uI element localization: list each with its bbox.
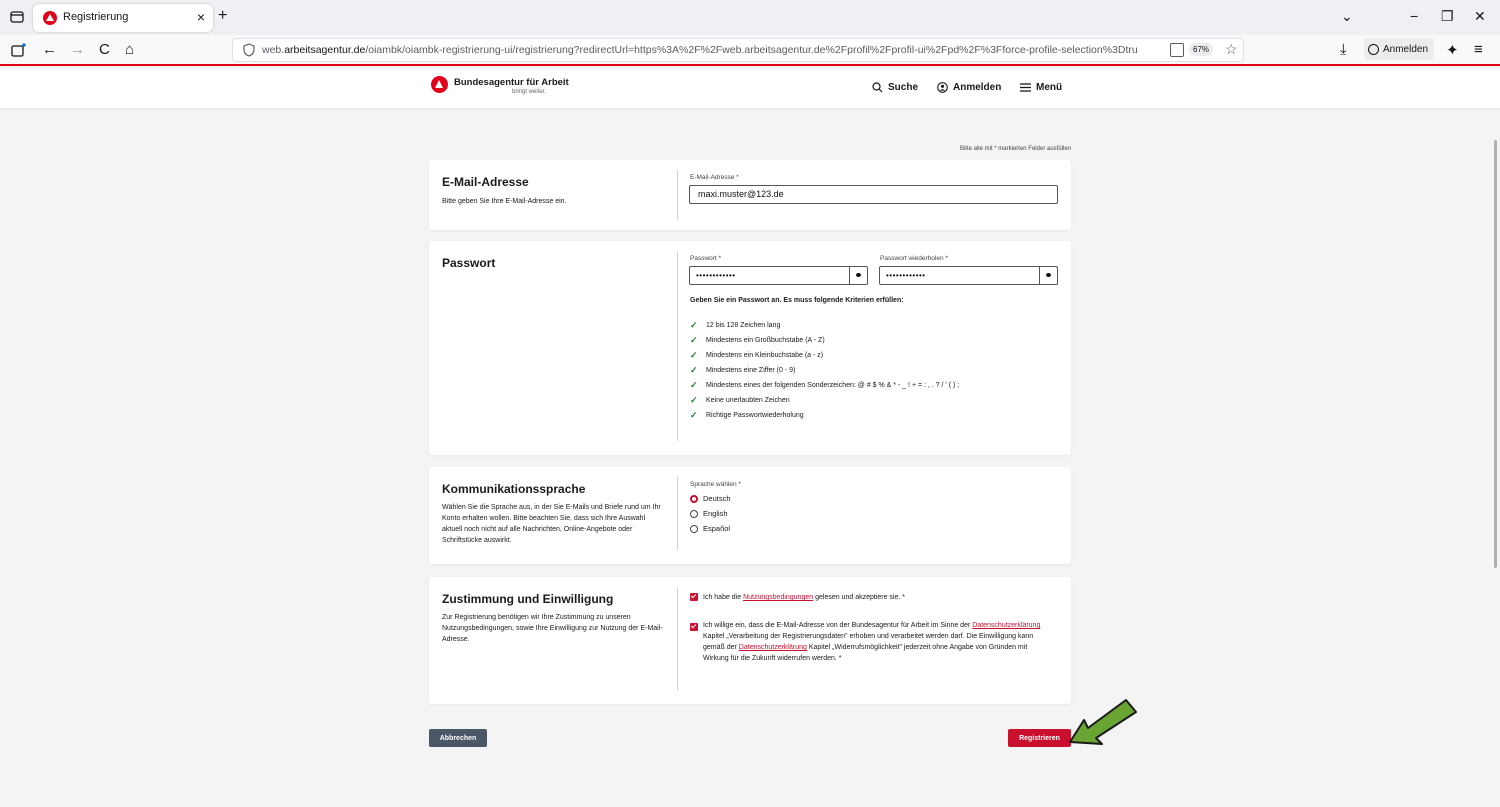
browser-nav-bar — [0, 35, 1500, 66]
show-password-repeat-eye-icon[interactable] — [1039, 267, 1057, 284]
reader-view-icon[interactable] — [1170, 43, 1184, 57]
brand-name[interactable]: Bundesagentur für Arbeit — [454, 77, 569, 88]
restore-icon[interactable]: ❐ — [1441, 8, 1454, 24]
annotation-arrow-icon — [1066, 698, 1138, 750]
bookmark-star-icon[interactable]: ☆ — [1225, 41, 1238, 57]
close-window-icon[interactable]: ✕ — [1474, 8, 1486, 24]
user-icon — [937, 82, 948, 93]
tab-close-icon[interactable]: × — [196, 9, 205, 25]
back-icon[interactable]: ← — [42, 41, 57, 58]
consent-section — [429, 577, 1071, 704]
password-criterion — [690, 365, 795, 376]
criterion-text: Keine unerlaubten Zeichen — [706, 397, 790, 404]
check-icon: ✓ — [690, 335, 698, 345]
privacy-link[interactable]: Datenschutzerklärung — [972, 622, 1041, 629]
password-section — [429, 241, 1071, 455]
tracking-shield-icon[interactable] — [243, 43, 255, 57]
criterion-text: 12 bis 128 Zeichen lang — [706, 322, 781, 329]
language-option-deutsch[interactable] — [690, 494, 731, 503]
radio-icon[interactable] — [690, 510, 698, 518]
consent-section-description: Zur Registrierung benötigen wir Ihre Zustimmung zu unseren Nutzungsbedingungen, sowie Ihre Einwilligung zur Nutzung der E-Mail-Adresse. — [442, 614, 663, 643]
password-repeat-field[interactable] — [879, 266, 1058, 285]
criterion-text: Mindestens eine Ziffer (0 - 9) — [706, 367, 796, 374]
check-icon: ✓ — [690, 395, 698, 405]
consent-section-title: Zustimmung und Einwilligung — [442, 592, 614, 606]
check-icon: ✓ — [690, 350, 698, 360]
check-icon: ✓ — [690, 320, 698, 330]
page-scrollbar[interactable] — [1494, 140, 1497, 568]
language-option-english[interactable] — [690, 509, 728, 518]
header-search-button[interactable] — [872, 82, 918, 93]
email-field[interactable]: maxi.muster@123.de — [689, 185, 1058, 204]
email-section — [429, 160, 1071, 230]
new-tab-icon[interactable]: + — [218, 7, 228, 24]
radio-label: English — [703, 509, 728, 518]
email-section-description: Bitte geben Sie Ihre E-Mail-Adresse ein. — [442, 198, 567, 205]
criterion-text: Richtige Passwortwiederholung — [706, 412, 804, 419]
header-menu-label: Menü — [1036, 82, 1063, 93]
privacy-checkbox[interactable] — [690, 623, 698, 631]
password-repeat-masked-value: •••••••••••• — [886, 271, 926, 280]
header-login-button[interactable] — [937, 82, 1001, 93]
criterion-text: Mindestens ein Großbuchstabe (A - Z) — [706, 337, 825, 344]
password-criterion — [690, 380, 959, 391]
radio-icon[interactable] — [690, 525, 698, 533]
password-criterion — [690, 350, 823, 361]
cancel-button[interactable]: Abbrechen — [429, 729, 487, 747]
tab-list-icon[interactable] — [9, 9, 25, 25]
check-icon: ✓ — [690, 365, 698, 375]
downloads-icon[interactable]: ⤓ — [1340, 41, 1347, 58]
password-criterion — [690, 335, 825, 346]
browser-account-button[interactable] — [1364, 38, 1434, 60]
tab-overflow-icon[interactable]: ⌄ — [1341, 8, 1353, 24]
search-icon — [872, 82, 883, 93]
language-field-label: Sprache wählen * — [690, 481, 741, 488]
address-bar[interactable] — [232, 38, 1244, 62]
tab-title: Registrierung — [63, 11, 129, 23]
radio-selected-icon[interactable] — [690, 495, 698, 503]
password-criterion — [690, 395, 790, 406]
browser-tab[interactable] — [33, 4, 213, 32]
language-section — [429, 467, 1071, 564]
site-header — [0, 68, 1500, 108]
url-text[interactable]: web.arbeitsagentur.de/oiambk/oiambk-registrierung-ui/registrierung?redirectUrl=https%3A%2F%2Fweb.arbeitsagentur.de%2Fprofil%2Fprofil-ui%2Fpd%2F%3Fforce-profile-selection%3Dtru — [262, 44, 1138, 56]
section-divider — [677, 587, 678, 690]
extensions-icon[interactable]: ✦ — [1446, 42, 1459, 59]
radio-label: Español — [703, 524, 731, 533]
forward-icon[interactable]: → — [70, 41, 85, 58]
radio-label: Deutsch — [703, 494, 731, 503]
password-criteria-heading: Geben Sie ein Passwort an. Es muss folgende Kriterien erfüllen: — [690, 297, 904, 304]
zoom-level[interactable]: 67% — [1189, 43, 1213, 56]
required-fields-hint: Bitte alle mit * markierten Felder ausfüllen — [959, 146, 1071, 152]
reload-icon[interactable]: C — [99, 41, 110, 58]
tab-favicon-icon — [43, 11, 57, 25]
password-criterion — [690, 410, 804, 421]
section-divider — [677, 477, 678, 550]
criterion-text: Mindestens ein Kleinbuchstabe (a - z) — [706, 352, 824, 359]
password-criterion — [690, 320, 780, 331]
account-icon — [1368, 44, 1379, 55]
browser-tab-bar — [0, 0, 1500, 35]
minimize-icon[interactable]: − — [1410, 8, 1419, 24]
password-masked-value: •••••••••••• — [696, 271, 736, 280]
password-section-title: Passwort — [442, 256, 496, 270]
header-menu-button[interactable] — [1020, 82, 1062, 93]
section-divider — [677, 251, 678, 441]
check-icon: ✓ — [690, 410, 698, 420]
check-icon: ✓ — [690, 380, 698, 390]
privacy-consent-text: Ich willige ein, dass die E-Mail-Adresse von der Bundesagentur für Arbeit im Sinne der Datenschutzerklärung Kapitel „Verarbeitung der Registrierungsdaten" erhoben und verarbeitet werden darf. Die Einwilligung kann gemäß der Datenschutzerklärung Kapitel „Widerrufsmöglichkeit" jederzeit ohne Angabe von Gründen mit Wirkung für die Zukunft widerrufen werden. * — [703, 622, 1041, 662]
browser-account-label: Anmelden — [1383, 43, 1429, 55]
language-option-espanol[interactable] — [690, 524, 730, 533]
ba-logo-icon[interactable] — [431, 76, 448, 93]
password-repeat-label: Passwort wiederholen * — [880, 255, 948, 262]
register-button[interactable]: Registrieren — [1008, 729, 1071, 747]
show-password-eye-icon[interactable] — [849, 267, 867, 284]
header-search-label: Suche — [888, 82, 919, 93]
header-login-label: Anmelden — [953, 82, 1002, 93]
hamburger-icon — [1020, 83, 1031, 92]
password-field-label: Passwort * — [690, 255, 722, 262]
brand-slogan: bringt weiter. — [512, 89, 547, 95]
home-icon[interactable]: ⌂ — [125, 41, 135, 58]
language-section-title: Kommunikationssprache — [442, 482, 586, 496]
section-divider — [677, 170, 678, 220]
sidebar-toggle-icon[interactable] — [11, 43, 26, 57]
terms-link[interactable]: Nutzungsbedingungen — [743, 594, 814, 601]
email-section-title: E-Mail-Adresse — [442, 175, 529, 189]
app-menu-icon[interactable]: ≡ — [1474, 41, 1483, 58]
terms-consent-text: Ich habe die Nutzungsbedingungen gelesen und akzeptiere sie. * — [703, 594, 905, 601]
terms-checkbox[interactable] — [690, 593, 698, 601]
language-section-description: Wählen Sie die Sprache aus, in der Sie E-Mails und Briefe rund um Ihr Konto erhalten wollen. Bitte beachten Sie, dass sich Ihre Auswahl aktuell noch nicht auf alle Nachrichten, Online-Angebote oder Schriftstücke auswirkt. — [442, 504, 661, 544]
criterion-text: Mindestens eines der folgenden Sonderzeichen: @ # $ % & * - _ ! + = : , . ? / ' ( ) ; — [706, 382, 960, 389]
privacy-link[interactable]: Datenschutzerklärung — [738, 644, 807, 651]
password-field[interactable] — [689, 266, 868, 285]
email-field-label: E-Mail-Adresse * — [690, 174, 739, 181]
